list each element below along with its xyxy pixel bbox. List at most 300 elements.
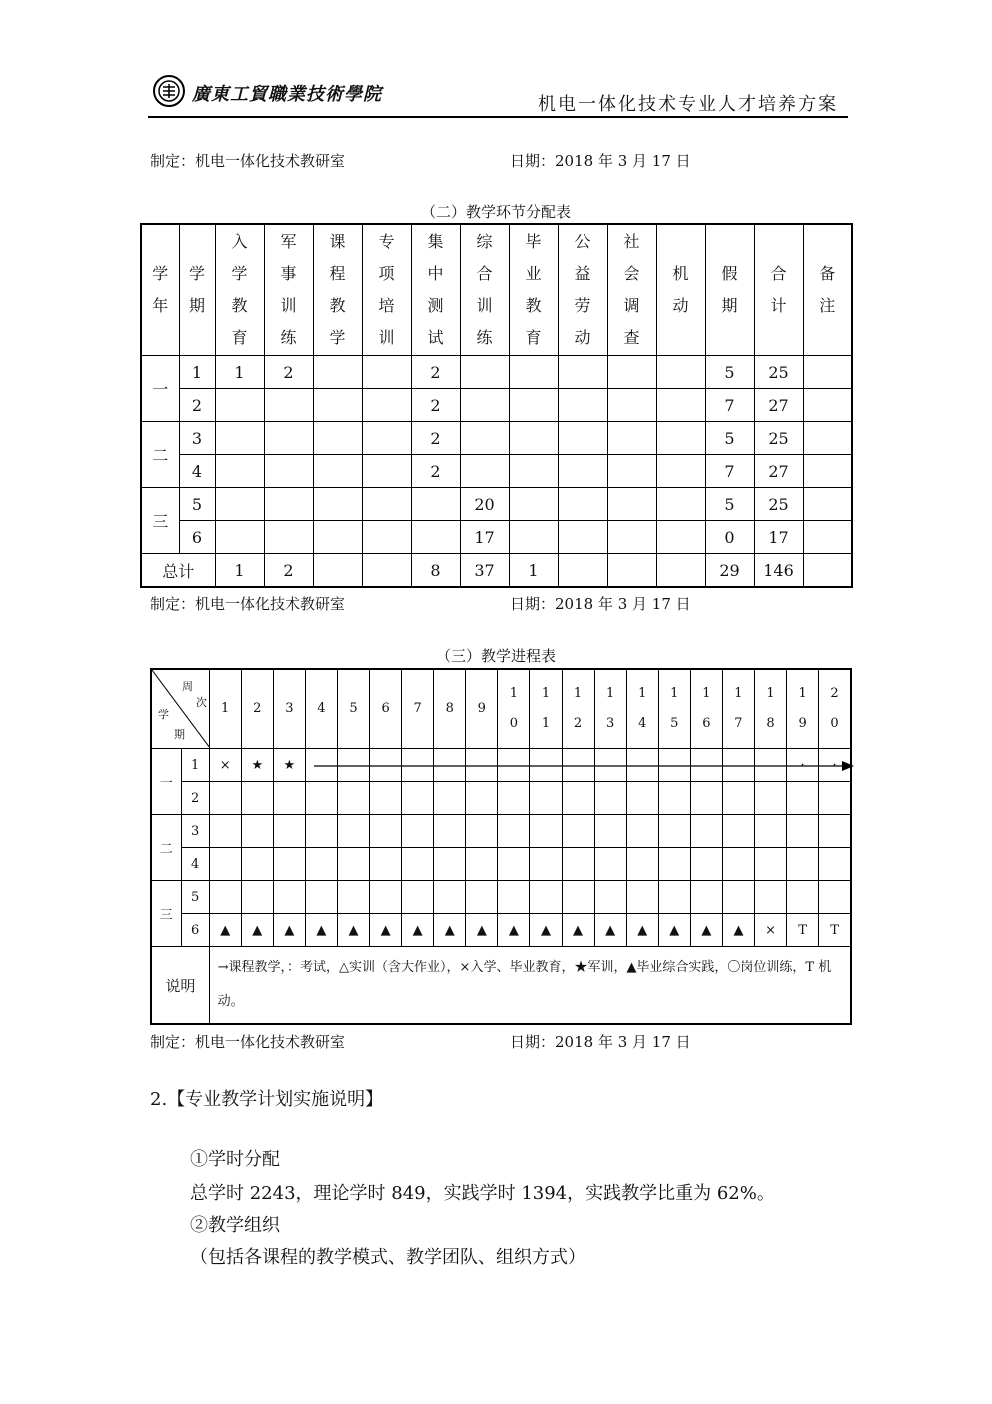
schedule-cell [658,815,690,848]
week-header-cell [594,669,626,749]
week-number: 2 [253,701,262,716]
schedule-cell [209,815,241,848]
schedule-cell: ▲ [305,914,337,947]
schedule-cell: ▲ [337,914,369,947]
header-cell [509,224,558,356]
schedule-cell: ▲ [273,914,305,947]
schedule-cell [305,848,337,881]
schedule-cell [209,881,241,914]
schedule-cell [273,848,305,881]
data-cell [460,422,509,455]
data-cell: 4 [179,455,215,488]
header-text: 假 期 [721,264,738,315]
data-cell: 2 [264,356,313,389]
school-name: 廣東工貿職業技術學院 [192,84,382,105]
data-cell [558,455,607,488]
school-logo-icon [152,74,186,108]
week-header-cell [209,669,241,749]
schedule-cell [498,782,530,815]
schedule-cell [241,782,273,815]
corner-term-label: 期 [174,728,185,741]
schedule-cell: ▲ [402,914,434,947]
header-text: 学 期 [188,264,205,315]
meta-mid [150,593,691,614]
week-number: 8 [445,701,454,716]
schedule-cell: ▲ [498,914,530,947]
meta-bot [150,1031,691,1052]
data-cell [803,455,852,488]
schedule-cell: ★ [241,749,273,782]
table2-caption: （二）教学环节分配表 [420,203,571,221]
schedule-cell: ▲ [466,914,498,947]
year-cell: 二 [151,815,181,881]
header-text: 公 益 劳 动 [574,232,591,347]
term-cell: 3 [181,815,209,848]
schedule-cell: ★ [273,749,305,782]
schedule-cell [722,782,754,815]
schedule-cell [690,881,722,914]
week-number: 1 8 [766,686,775,731]
data-cell: 5 [705,488,754,521]
maker-label: 制定：机电一体化技术教研室 [150,152,346,170]
schedule-cell [337,782,369,815]
data-cell: 0 [705,521,754,554]
data-cell [460,356,509,389]
week-number: 9 [477,701,486,716]
schedule-cell [402,782,434,815]
schedule-cell: ▲ [241,914,273,947]
data-cell [313,488,362,521]
schedule-cell [498,881,530,914]
week-header-cell [305,669,337,749]
maker-label: 制定：机电一体化技术教研室 [150,1033,346,1051]
schedule-cell [370,848,402,881]
header-cell [705,224,754,356]
header-text: 集 中 测 试 [427,232,444,347]
table-row [141,455,852,488]
schedule-cell [337,815,369,848]
week-header-cell [337,669,369,749]
data-cell: 25 [754,356,803,389]
schedule-cell [370,782,402,815]
week-number: 1 7 [734,686,743,731]
week-header-cell [498,669,530,749]
schedule-cell: ▲ [594,914,626,947]
schedule-cell [434,848,466,881]
legend-row [151,947,851,1025]
week-header-cell [819,669,851,749]
legend-text: →课程教学，：考试，△实训（含大作业），×入学、毕业教育，★军训，▲毕业综合实践，〇岗位训练，T 机动。 [209,947,851,1025]
week-header-cell [626,669,658,749]
data-cell: 20 [460,488,509,521]
schedule-cell [402,881,434,914]
data-cell: 1 [215,356,264,389]
week-header-cell [658,669,690,749]
header-text: 课 程 教 学 [329,232,346,347]
data-cell [264,389,313,422]
total-cell [803,554,852,588]
data-cell [362,389,411,422]
data-cell [803,422,852,455]
schedule-cell: ▲ [658,914,690,947]
week-number: 7 [413,701,422,716]
schedule-cell [626,815,658,848]
week-number: 2 0 [830,686,839,731]
corner-week-label: 周 [182,680,193,693]
header-text: 军 事 训 练 [280,232,297,347]
schedule-cell: · [787,749,819,782]
schedule-cell [498,815,530,848]
data-cell [607,521,656,554]
data-cell [215,521,264,554]
schedule-cell [658,782,690,815]
schedule-cell: · [819,749,851,782]
year-cell: 二 [141,422,179,488]
total-cell: 29 [705,554,754,588]
schedule-cell [690,782,722,815]
schedule-cell [626,848,658,881]
section-heading: 2.【专业教学计划实施说明】 [150,1089,384,1110]
data-cell [558,521,607,554]
header-text: 机 动 [672,264,689,315]
header-text: 合 计 [770,264,787,315]
data-cell [607,389,656,422]
date-label: 日期：2018 年 3 月 17 日 [510,1033,691,1051]
week-number: 6 [381,701,390,716]
data-cell: 27 [754,389,803,422]
data-cell [509,521,558,554]
schedule-cell: ▲ [562,914,594,947]
schedule-cell [530,815,562,848]
schedule-cell [787,782,819,815]
total-row [141,554,852,588]
week-number: 4 [317,701,326,716]
week-header-cell [434,669,466,749]
data-cell [264,521,313,554]
corner-cell [151,669,209,749]
header-text: 专 项 培 训 [378,232,395,347]
table-row [141,521,852,554]
year-cell: 三 [141,488,179,554]
data-cell [362,356,411,389]
data-cell [362,422,411,455]
schedule-cell: ▲ [722,914,754,947]
course-teaching-arrow-icon [312,758,856,774]
table-row [141,422,852,455]
week-header-cell [273,669,305,749]
schedule-cell [626,881,658,914]
schedule-cell [787,848,819,881]
data-cell: 7 [705,455,754,488]
data-cell [803,488,852,521]
schedule-cell: ▲ [434,914,466,947]
data-cell [264,488,313,521]
data-cell: 3 [179,422,215,455]
data-cell [607,422,656,455]
week-header-cell [690,669,722,749]
header-cell [558,224,607,356]
schedule-cell [722,815,754,848]
schedule-cell [722,848,754,881]
data-cell [264,422,313,455]
term-cell: 1 [181,749,209,782]
week-number: 1 0 [509,686,519,731]
schedule-cell [241,848,273,881]
schedule-cell [498,848,530,881]
total-cell [558,554,607,588]
schedule-cell [754,848,786,881]
week-header-cell [562,669,594,749]
week-header-cell [466,669,498,749]
data-cell [656,356,705,389]
corner-week-label: 次 [196,696,207,709]
date-label: 日期：2018 年 3 月 17 日 [510,595,691,613]
schedule-cell [241,815,273,848]
schedule-cell: ▲ [690,914,722,947]
schedule-cell [819,881,851,914]
data-cell [803,389,852,422]
data-cell [313,356,362,389]
schedule-cell [787,815,819,848]
week-header-cell [241,669,273,749]
date-label: 日期：2018 年 3 月 17 日 [510,152,691,170]
week-header-cell [402,669,434,749]
data-cell: 7 [705,389,754,422]
data-cell [558,389,607,422]
header-cell [754,224,803,356]
data-cell [509,422,558,455]
total-label: 总计 [141,554,215,588]
schedule-cell [337,881,369,914]
total-cell: 1 [509,554,558,588]
data-cell [558,356,607,389]
schedule-cell [209,848,241,881]
term-cell: 5 [181,881,209,914]
schedule-cell [273,782,305,815]
data-cell: 17 [754,521,803,554]
schedule-cell [305,815,337,848]
data-cell: 2 [411,455,460,488]
schedule-cell [562,815,594,848]
table-row [151,782,851,815]
header-text: 备 注 [819,264,836,315]
header-cell [362,224,411,356]
data-cell: 6 [179,521,215,554]
legend-label: 说明 [151,947,209,1025]
document-title: 机电一体化技术专业人才培养方案 [538,94,838,115]
schedule-cell [658,848,690,881]
data-cell: 25 [754,422,803,455]
data-cell [558,422,607,455]
data-cell [313,455,362,488]
schedule-cell: × [209,749,241,782]
maker-label: 制定：机电一体化技术教研室 [150,595,346,613]
schedule-cell [273,815,305,848]
header-rule [148,116,848,118]
year-cell: 一 [141,356,179,422]
schedule-cell [787,881,819,914]
data-cell: 17 [460,521,509,554]
week-number: 1 4 [638,686,647,731]
table-row [151,815,851,848]
data-cell [509,455,558,488]
schedule-cell: ▲ [530,914,562,947]
schedule-cell [594,881,626,914]
data-cell [411,488,460,521]
data-cell [509,389,558,422]
schedule-cell [209,782,241,815]
schedule-cell [819,848,851,881]
data-cell [411,521,460,554]
data-cell [656,455,705,488]
week-number: 5 [349,701,358,716]
schedule-cell [530,848,562,881]
data-cell [215,389,264,422]
schedule-cell [626,782,658,815]
total-cell [313,554,362,588]
schedule-cell: ▲ [209,914,241,947]
schedule-cell [819,815,851,848]
schedule-cell [434,881,466,914]
week-number: 1 2 [573,686,583,731]
data-cell: 2 [179,389,215,422]
table-row [141,356,852,389]
table3-caption: （三）教学进程表 [435,647,556,665]
total-cell [362,554,411,588]
term-cell: 4 [181,848,209,881]
schedule-cell [305,881,337,914]
header-cell [141,224,179,356]
header-cell [656,224,705,356]
year-cell: 一 [151,749,181,815]
table-row [151,881,851,914]
header-cell [313,224,362,356]
total-cell: 37 [460,554,509,588]
schedule-cell: T [787,914,819,947]
total-cell: 8 [411,554,460,588]
data-cell [215,455,264,488]
week-header-cell [722,669,754,749]
schedule-cell [562,782,594,815]
data-cell [460,455,509,488]
header-cell [460,224,509,356]
schedule-cell [594,815,626,848]
table-row [141,488,852,521]
table-row [141,389,852,422]
subheading-hours: ①学时分配 [190,1149,280,1170]
data-cell [460,389,509,422]
data-cell [264,455,313,488]
meta-top [150,150,691,171]
schedule-cell [530,881,562,914]
total-cell: 1 [215,554,264,588]
header-cell [215,224,264,356]
schedule-cell [466,881,498,914]
schedule-cell [722,881,754,914]
data-cell: 5 [705,422,754,455]
header-cell [264,224,313,356]
schedule-cell [466,848,498,881]
week-header-cell [754,669,786,749]
term-cell: 2 [181,782,209,815]
schedule-cell [754,782,786,815]
data-cell [215,488,264,521]
hours-text: 总学时 2243，理论学时 849，实践学时 1394，实践教学比重为 62%。 [190,1183,775,1204]
schedule-cell [370,881,402,914]
week-header-cell [530,669,562,749]
data-cell: 5 [179,488,215,521]
data-cell [803,521,852,554]
schedule-cell [241,881,273,914]
data-cell [362,455,411,488]
schedule-cell [337,848,369,881]
data-cell [509,356,558,389]
header-cell [411,224,460,356]
data-cell: 2 [411,389,460,422]
schedule-cell: T [819,914,851,947]
week-number: 1 [221,701,230,716]
header-cell [607,224,656,356]
schedule-cell [402,848,434,881]
data-cell [362,521,411,554]
schedule-cell [594,848,626,881]
data-cell [656,422,705,455]
total-cell [656,554,705,588]
schedule-cell [530,782,562,815]
week-number: 1 9 [798,686,807,731]
data-cell [313,521,362,554]
schedule-cell [466,815,498,848]
header-text: 社 会 调 查 [623,232,640,347]
schedule-cell [690,848,722,881]
schedule-cell [690,815,722,848]
data-cell: 2 [411,356,460,389]
data-cell: 2 [411,422,460,455]
subheading-organization: ②教学组织 [190,1215,280,1236]
data-cell [509,488,558,521]
header-text: 毕 业 教 育 [525,232,542,347]
week-number: 1 6 [702,686,711,731]
year-cell: 三 [151,881,181,947]
schedule-cell [562,881,594,914]
schedule-cell [819,782,851,815]
schedule-cell: ▲ [626,914,658,947]
data-cell [558,488,607,521]
data-cell: 5 [705,356,754,389]
schedule-cell [562,848,594,881]
schedule-cell [658,881,690,914]
header-text: 入 学 教 育 [231,232,248,347]
header-cell [803,224,852,356]
week-number: 1 1 [541,686,551,731]
schedule-cell [273,881,305,914]
data-cell [215,422,264,455]
schedule-cell [370,815,402,848]
schedule-cell [754,881,786,914]
schedule-cell [402,815,434,848]
week-header-cell [370,669,402,749]
header-cell [179,224,215,356]
schedule-cell [466,782,498,815]
total-cell: 146 [754,554,803,588]
data-cell [607,455,656,488]
data-cell [656,488,705,521]
table-row [151,914,851,947]
schedule-cell [594,782,626,815]
corner-term-label: 学 [158,708,169,721]
schedule-cell [434,782,466,815]
header-text: 学 年 [152,264,169,315]
